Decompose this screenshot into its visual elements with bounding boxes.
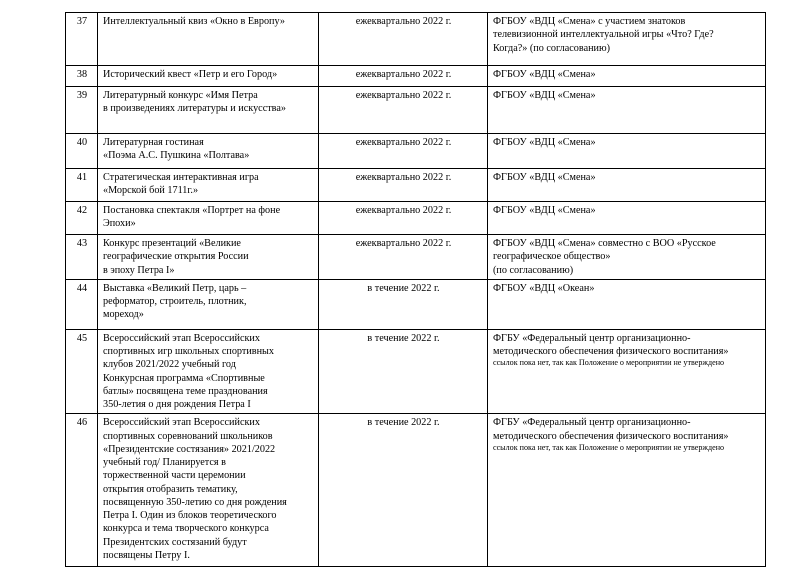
- responsible-org-line: географическое общество»: [493, 251, 611, 263]
- row-number-cell: 39: [66, 87, 98, 134]
- event-name-cell: [98, 13, 319, 66]
- event-name-cell: [98, 87, 319, 134]
- event-name-cell: [98, 202, 319, 235]
- event-name-cell: [98, 414, 319, 567]
- responsible-org-line: ФГБОУ «ВДЦ «Океан»: [493, 282, 595, 294]
- event-name-line: Выставка «Великий Петр, царь –: [103, 282, 247, 294]
- responsible-org-cell: [488, 329, 766, 414]
- event-name-line: учебный год/ Планируется в: [103, 457, 226, 468]
- table-row: [66, 235, 766, 280]
- responsible-org-line: методического обеспечения физического воспитания»: [493, 430, 729, 442]
- responsible-org-line: ФГБОУ «ВДЦ «Смена»: [493, 69, 596, 80]
- event-name-line: спортивных соревнований школьников: [103, 430, 273, 442]
- responsible-org-cell: [488, 414, 766, 567]
- table-row: [66, 329, 766, 414]
- event-name-line: Конкурс презентаций «Великие: [103, 238, 241, 249]
- responsible-org-line: ФГБОУ «ВДЦ «Смена» совместно с ВОО «Русское: [493, 238, 716, 249]
- event-name-line: «Поэма А.С. Пушкина «Полтава»: [103, 150, 250, 162]
- row-number-cell: 40: [66, 134, 98, 169]
- row-number-cell: 42: [66, 202, 98, 235]
- event-name-line: Интеллектуальный квиз «Окно в Европу»: [103, 16, 285, 27]
- responsible-org-cell: [488, 169, 766, 202]
- event-date-cell: ежеквартально 2022 г.: [319, 235, 488, 280]
- event-name-line: «Морской бой 1711г.»: [103, 185, 199, 197]
- row-number-cell: 38: [66, 66, 98, 87]
- responsible-org-line: ФГБУ «Федеральный центр организационно-: [493, 332, 691, 344]
- event-name-cell: [98, 169, 319, 202]
- responsible-org-line: ФГБОУ «ВДЦ «Смена»: [493, 90, 596, 101]
- event-name-cell: [98, 134, 319, 169]
- row-number-cell: 44: [66, 279, 98, 329]
- responsible-org-line: ФГБОУ «ВДЦ «Смена»: [493, 172, 596, 183]
- event-name-line: посвященную 350-летию со дня рождения: [103, 496, 287, 508]
- row-number-cell: 41: [66, 169, 98, 202]
- row-number-cell: 37: [66, 13, 98, 66]
- table-row: [66, 169, 766, 202]
- event-date-cell: ежеквартально 2022 г.: [319, 13, 488, 66]
- event-date-cell: ежеквартально 2022 г.: [319, 134, 488, 169]
- table-row: [66, 13, 766, 66]
- event-name-line: 350-летия о дня рождения Петра I: [103, 399, 251, 410]
- event-name-line: Всероссийский этап Всероссийских: [103, 332, 260, 344]
- table-row: [66, 87, 766, 134]
- event-date-cell: в течение 2022 г.: [319, 279, 488, 329]
- event-name-line: Литературный конкурс «Имя Петра: [103, 90, 258, 101]
- event-name-line: Постановка спектакля «Портрет на фоне: [103, 205, 281, 216]
- event-name-cell: [98, 329, 319, 414]
- responsible-org-cell: [488, 279, 766, 329]
- event-name-line: Исторический квест «Петр и его Город»: [103, 69, 278, 80]
- responsible-org-line: ФГБОУ «ВДЦ «Смена»: [493, 137, 596, 148]
- responsible-org-line: Когда?» (по согласованию): [493, 42, 611, 54]
- responsible-org-cell: [488, 202, 766, 235]
- responsible-org-cell: [488, 235, 766, 280]
- event-name-line: батлы» посвящена теме празднования: [103, 385, 268, 397]
- event-name-line: Эпохи»: [103, 218, 136, 230]
- event-name-cell: [98, 235, 319, 280]
- event-name-line: в эпоху Петра I»: [103, 264, 175, 276]
- schedule-table: [65, 12, 766, 567]
- responsible-org-cell: [488, 66, 766, 87]
- org-note: ссылок пока нет, так как Положение о мероприятии не утверждено: [493, 442, 725, 452]
- event-name-line: конкурса и тема творческого конкурса: [103, 523, 269, 535]
- event-name-line: открытия отобразить тематику,: [103, 483, 238, 495]
- row-number-cell: 43: [66, 235, 98, 280]
- responsible-org-cell: [488, 13, 766, 66]
- event-name-line: реформатор, строитель, плотник,: [103, 296, 247, 307]
- event-name-line: Конкурсная программа «Спортивные: [103, 372, 265, 384]
- responsible-org-line: (по согласованию): [493, 264, 574, 276]
- schedule-table-body: [66, 13, 766, 567]
- event-name-line: мореход»: [103, 309, 144, 321]
- responsible-org-cell: [488, 134, 766, 169]
- org-note: ссылок пока нет, так как Положение о мероприятии не утверждено: [493, 358, 725, 368]
- event-name-line: торжественной части церемонии: [103, 470, 246, 482]
- event-name-line: Всероссийский этап Всероссийских: [103, 417, 260, 429]
- table-row: [66, 414, 766, 567]
- event-name-cell: [98, 66, 319, 87]
- event-name-line: в произведениях литературы и искусства»: [103, 103, 286, 115]
- responsible-org-line: телевизионной интеллектуальной игры «Что? Где?: [493, 29, 714, 41]
- responsible-org-cell: [488, 87, 766, 134]
- table-row: [66, 66, 766, 87]
- table-row: [66, 134, 766, 169]
- event-name-line: географические открытия России: [103, 251, 249, 263]
- event-name-line: Петра I. Один из блоков теоретического: [103, 510, 277, 521]
- event-name-line: посвящены Петру I.: [103, 549, 190, 561]
- event-name-line: клубов 2021/2022 учебный год: [103, 359, 236, 371]
- event-name-line: Литературная гостиная: [103, 137, 204, 148]
- event-name-line: Стратегическая интерактивная игра: [103, 172, 259, 183]
- event-date-cell: в течение 2022 г.: [319, 329, 488, 414]
- event-date-cell: в течение 2022 г.: [319, 414, 488, 567]
- event-date-cell: ежеквартально 2022 г.: [319, 202, 488, 235]
- responsible-org-line: ФГБУ «Федеральный центр организационно-: [493, 417, 691, 429]
- event-date-cell: ежеквартально 2022 г.: [319, 87, 488, 134]
- responsible-org-line: методического обеспечения физического воспитания»: [493, 346, 729, 357]
- event-name-line: «Президентские состязания» 2021/2022: [103, 443, 276, 455]
- event-date-cell: ежеквартально 2022 г.: [319, 66, 488, 87]
- event-date-cell: ежеквартально 2022 г.: [319, 169, 488, 202]
- event-name-line: спортивных игр школьных спортивных: [103, 346, 274, 357]
- event-name-cell: [98, 279, 319, 329]
- schedule-table-container: [65, 12, 765, 567]
- row-number-cell: 46: [66, 414, 98, 567]
- table-row: [66, 202, 766, 235]
- table-row: [66, 279, 766, 329]
- row-number-cell: 45: [66, 329, 98, 414]
- responsible-org-line: ФГБОУ «ВДЦ «Смена»: [493, 205, 596, 216]
- event-name-line: Президентских состязаний будут: [103, 536, 247, 548]
- responsible-org-line: ФГБОУ «ВДЦ «Смена» с участием знатоков: [493, 16, 686, 27]
